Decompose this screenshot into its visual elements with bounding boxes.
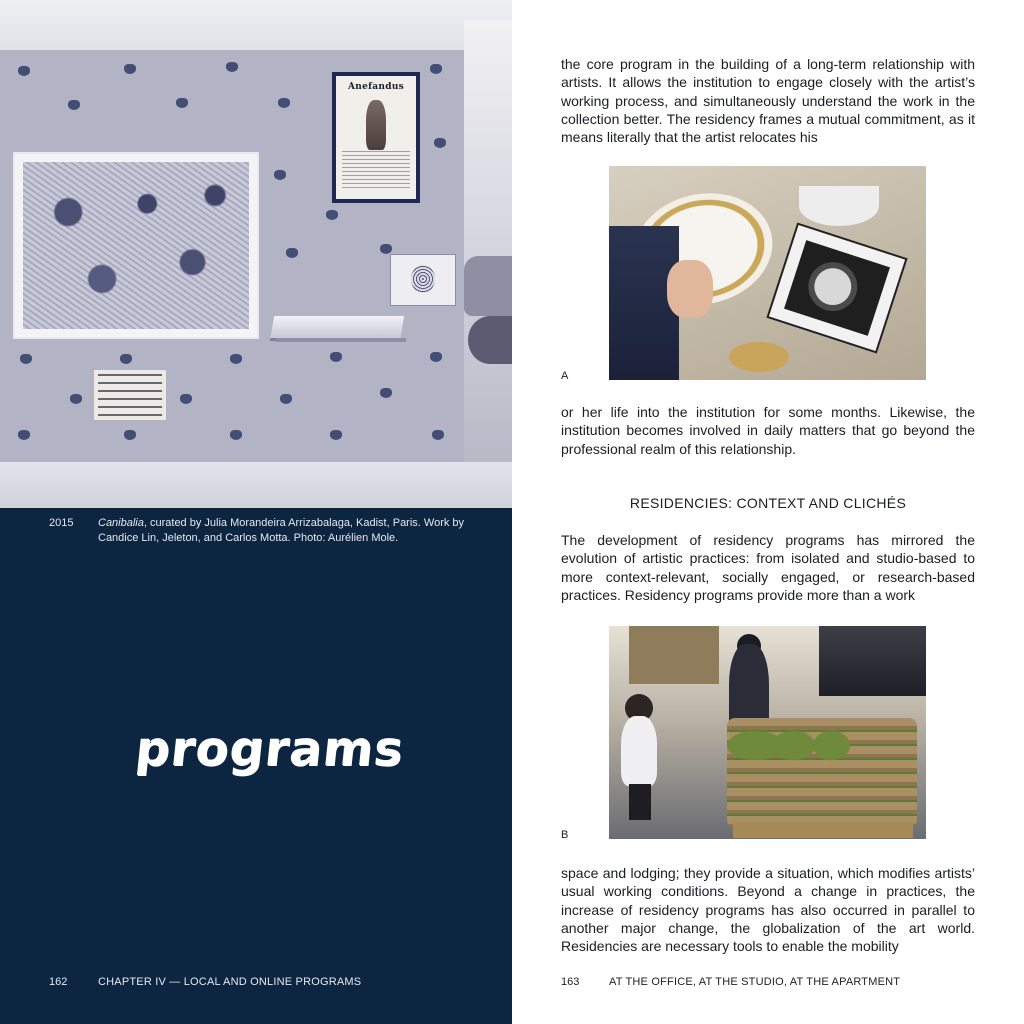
running-title: AT THE OFFICE, AT THE STUDIO, AT THE APARTMENT bbox=[609, 976, 901, 988]
wallpaper-motif bbox=[380, 388, 392, 398]
body-paragraph: or her life into the institution for some months. Likewise, the institution becomes involved in daily matters that go beyond the professional realm of this relationship. bbox=[561, 404, 975, 457]
parked-car bbox=[464, 256, 512, 316]
page-number: 162 bbox=[49, 976, 68, 988]
wallpaper-motif bbox=[230, 354, 242, 364]
right-page bbox=[512, 0, 1024, 1024]
body-paragraph: the core program in the building of a long-term relationship with artists. It allows the institution to engage closely with the artist’s working process, and simultaneously understand the work in the collection better. The residency frames a mutual commitment, as it means literally that the artist relocates his bbox=[561, 56, 975, 146]
body-paragraph: space and lodging; they provide a situation, which modifies artists’ usual working conditions. Beyond a change in practices, the increase of residency programs has also occurred in parallel to another major change, the globalization of the art world. Residencies are necessary tools to enable the mobility bbox=[561, 865, 975, 955]
wallpaper-motif bbox=[20, 354, 32, 364]
figure-a-label: A bbox=[561, 370, 569, 382]
page-number: 163 bbox=[561, 976, 580, 988]
wallpaper-motif bbox=[434, 138, 446, 148]
poster-text-lines bbox=[342, 151, 410, 191]
wooden-pallet bbox=[733, 822, 913, 838]
reference-photo-image bbox=[784, 240, 890, 336]
exhibition-photo bbox=[0, 0, 512, 508]
figure-b-label: B bbox=[561, 829, 569, 841]
wallpaper-motif bbox=[120, 354, 132, 364]
gallery-ceiling bbox=[0, 0, 512, 52]
grass-sod-rolls bbox=[727, 718, 917, 828]
street-view bbox=[464, 20, 512, 462]
ceramic-bowl bbox=[799, 186, 879, 226]
caption-credits: , curated by Julia Morandeira Arrizabalaga, Kadist, Paris. Work by Candice Lin, Jeleton, and Carlos Motta. Photo: Aurélien Mole. bbox=[98, 517, 465, 544]
artist-hand bbox=[667, 260, 713, 318]
wallpaper-motif bbox=[18, 66, 30, 76]
wallpaper-motif bbox=[432, 430, 444, 440]
caption-text bbox=[98, 516, 478, 546]
child-figure bbox=[621, 716, 657, 786]
caption-exhibition-title: Canibalia bbox=[98, 517, 144, 529]
small-drawing bbox=[411, 265, 435, 293]
framed-drawing bbox=[13, 152, 259, 339]
small-framed-drawing bbox=[390, 254, 456, 306]
wallpaper-motif bbox=[430, 352, 442, 362]
reference-photo bbox=[769, 225, 905, 351]
book-shelf bbox=[276, 338, 406, 342]
wallpaper-motif bbox=[180, 394, 192, 404]
wallpaper-motif bbox=[124, 64, 136, 74]
parked-motorbikes bbox=[819, 626, 926, 696]
drawing-artwork bbox=[23, 162, 249, 329]
wallpaper-motif bbox=[176, 98, 188, 108]
child-legs bbox=[629, 784, 651, 820]
wallpaper-motif bbox=[278, 98, 290, 108]
parked-scooter bbox=[468, 316, 512, 364]
shop-window bbox=[629, 626, 719, 684]
figure-a-photo bbox=[609, 166, 926, 380]
wallpaper-motif bbox=[70, 394, 82, 404]
body-paragraph: The development of residency programs has mirrored the evolution of artistic practices: from isolated and studio-based to more context-relevant, socially engaged, or research-based practices. Residency programs provide more than a work bbox=[561, 532, 975, 603]
wallpaper-motif bbox=[124, 430, 136, 440]
caption-year: 2015 bbox=[49, 517, 74, 529]
wallpaper-motif bbox=[280, 394, 292, 404]
poster-title: Anefandus bbox=[347, 82, 405, 92]
section-heading: RESIDENCIES: CONTEXT AND CLICHÉS bbox=[629, 495, 907, 511]
gallery-floor bbox=[0, 462, 512, 508]
wallpaper-motif bbox=[380, 244, 392, 254]
wallpaper-motif bbox=[18, 430, 30, 440]
wallpaper-motif bbox=[274, 170, 286, 180]
section-title: programs bbox=[133, 722, 408, 778]
wallpaper-motif bbox=[430, 64, 442, 74]
sign-handwriting bbox=[98, 374, 162, 416]
handwritten-sign bbox=[94, 370, 166, 420]
running-title: CHAPTER IV — LOCAL AND ONLINE PROGRAMS bbox=[98, 976, 362, 988]
paint-dish bbox=[729, 342, 789, 372]
wallpaper-motif bbox=[286, 248, 298, 258]
poster-sheet bbox=[336, 76, 416, 199]
wallpaper-motif bbox=[230, 430, 242, 440]
wallpaper-motif bbox=[68, 100, 80, 110]
wallpaper-motif bbox=[326, 210, 338, 220]
wallpaper-motif bbox=[330, 430, 342, 440]
framed-poster bbox=[332, 72, 420, 203]
anatomical-figure bbox=[366, 100, 386, 150]
wallpaper-motif bbox=[330, 352, 342, 362]
wallpaper-motif bbox=[226, 62, 238, 72]
figure-b-photo bbox=[609, 626, 926, 839]
